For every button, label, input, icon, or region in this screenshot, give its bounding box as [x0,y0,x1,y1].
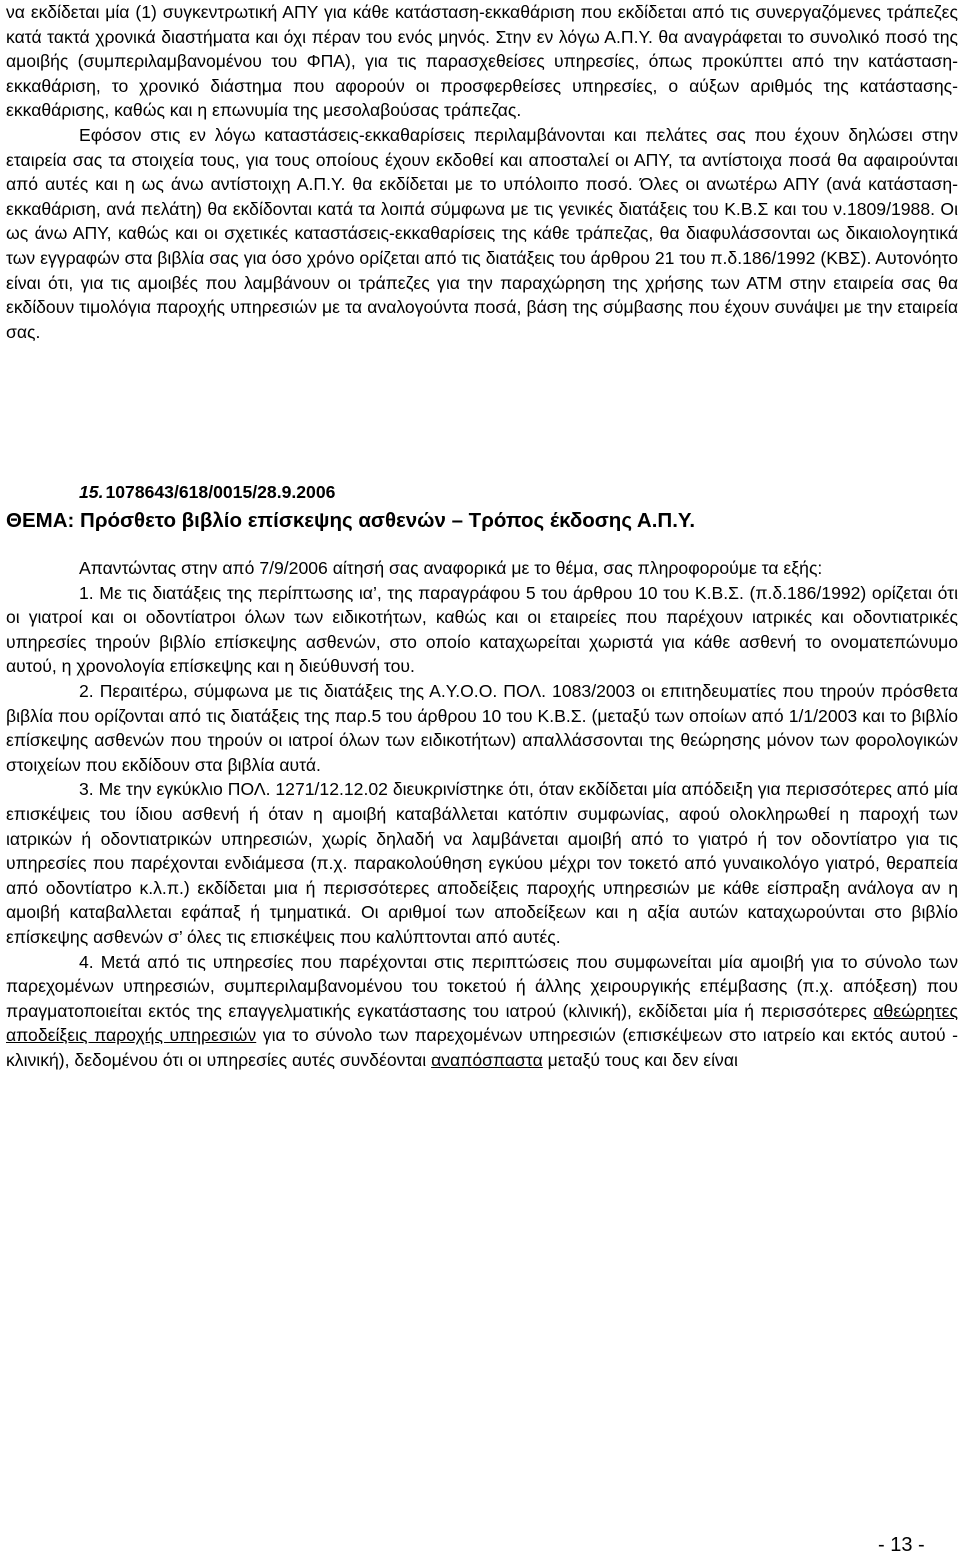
underlined-text: αναπόσπαστα [431,1049,543,1070]
ruling-protocol: 1078643/618/0015/28.9.2006 [105,482,336,502]
ruling-reference [79,480,335,504]
list-item-1: 1. Με τις διατάξεις της περίπτωσης ια’, της παραγράφου 5 του άρθρου 10 του Κ.Β.Σ. (π.δ.186/1992) ορίζεται ότι οι γιατροί και οι οδοντίατροι όλων των ειδικοτήτων, καθώς και οι εταιρείες που παρέχουν ιατρικές και οδοντιατρικές υπηρεσίες τηρούν βιβλίο επίσκεψης ασθενών, στο οποίο καταχωρείται χωριστά για κάθε ασθενή το ονοματεπώνυμο αυτού, η χρονολογία επίσκεψης και η διεύθυνσή του. [6,582,958,677]
list-item-4-text: 4. Μετά από τις υπηρεσίες που παρέχονται στις περιπτώσεις που συμφωνείται μία αμοιβή για το σύνολο των παρεχομένων υπηρεσιών, συμπεριλαμβανομένου του τοκετού ή άλλης χειρουργικής επέμβασης (π.χ. απόξεση) που πραγματοποιείται εκτός της επαγγελματικής εγκατάστασης του ιατρού (κλινική), εκδίδεται μία ή περισσότερες [6,951,958,1021]
intro-paragraph: Απαντώντας στην από 7/9/2006 αίτησή σας αναφορικά με το θέμα, σας πληροφορούμε τα εξής: [79,558,823,578]
top-section [6,0,958,344]
list-item-2: 2. Περαιτέρω, σύμφωνα με τις διατάξεις της Α.Υ.Ο.Ο. ΠΟΛ. 1083/2003 οι επιτηδευματίες που τηρούν πρόσθετα βιβλία που ορίζονται από τις διατάξεις της παρ.5 του άρθρου 10 του Κ.Β.Σ. (μεταξύ των οποίων από 1/1/2003 και το βιβλίο επίσκεψης ασθενών που τηρούν οι ιατροί όλων των ειδικοτήτων) απαλλάσσονται της θεώρησης μόνον των φορολογικών στοιχείων που εκδίδουν στα βιβλία αυτά. [6,680,958,775]
list-item-4-text: μεταξύ τους και δεν είναι [542,1049,738,1070]
page-number: - 13 - [878,1534,925,1556]
underlined-text: αθεώρητες αποδείξεις παροχής υπηρεσιών [6,1000,958,1046]
paragraph-atm-receipts: Εφόσον στις εν λόγω καταστάσεις-εκκαθαρίσεις περιλαμβάνονται και πελάτες σας που έχουν δηλώσει στην εταιρεία σας τα στοιχεία τους, για τους οποίους έχουν εκδοθεί και αποσταλεί οι ΑΠΥ, τα αντίστοιχα ποσά θα αφαιρούνται από αυτές και η ως άνω αντίστοιχη Α.Π.Υ. θα εκδίδεται με το υπόλοιπο ποσό. Όλες οι ανωτέρω ΑΠΥ (ανά κατάσταση-εκκαθάριση, ανά πελάτη) θα εκδίδονται κατά τα λοιπά σύμφωνα με τις γενικές διατάξεις του Κ.Β.Σ και του ν.1809/1988. Οι ως άνω ΑΠΥ, καθώς και οι σχετικές καταστάσεις-εκκαθαρίσεις της κάθε τράπεζας, θα διαφυλάσσονται ως δικαιολογητικά των εγγραφών στα βιβλία σας για όσο χρόνο ορίζεται από τις διατάξεις του άρθρου 21 του π.δ.186/1992 (ΚΒΣ). Αυτονόητο είναι ότι, για τις αμοιβές που λαμβάνουν οι τράπεζες για την παραχώρηση της χρήσης των ΑΤΜ στην εταιρεία σας θα εκδίδουν τιμολόγια παροχής υπηρεσιών με τα αναλογούντα ποσά, βάση της σύμβασης που έχουν συνάψει με την εταιρεία σας. [6,124,958,342]
list-item-3: 3. Με την εγκύκλιο ΠΟΛ. 1271/12.12.02 διευκρινίστηκε ότι, όταν εκδίδεται μία απόδειξη για περισσότερες από μία επισκέψεις του ίδιου ασθενή ή όταν η αμοιβή καταβάλλεται κατόπιν συμφωνίας, αφού ολοκληρωθεί η παροχή των ιατρικών ή οδοντιατρικών υπηρεσιών, χωρίς δηλαδή να λαμβάνεται αμοιβή από το γιατρό ή τον οδοντίατρο για τις υπηρεσίες που παρέχονται ενδιάμεσα (π.χ. παρακολούθηση εγκύου μέχρι τον τοκετό από γυναικολόγο γιατρό, θεραπεία από οδοντίατρο κ.λ.π.) εκδίδεται μια ή περισσότερες αποδείξεις παροχής υπηρεσιών με κάθε είσπραξη ανάλογα αν η αμοιβή καταβαλλεται εφάπαξ ή τμηματικά. Οι αριθμοί των αποδείξεων και η αξία αυτών καταχωρούνται στο βιβλίο επίσκεψης ασθενών σ’ όλες τις επισκέψεις που καλύπτονται από αυτές. [6,779,958,947]
ruling-number: 15. [79,482,104,502]
list-item-4-text: για το σύνολο των παρεχομένων υπηρεσιών (επισκέψεων στο ιατρείο και εκτός αυτού - κλινική), δεδομένου ότι οι υπηρεσίες αυτές συνδέονται [6,1025,959,1070]
ruling-subject: ΘΕΜΑ: Πρόσθετο βιβλίο επίσκεψης ασθενών – Τρόπος έκδοσης Α.Π.Υ. [6,509,696,532]
paragraph-text: κατάσταση-εκκαθάριση, το χρονικό διάστημα που αφορούν οι προσφερθείσες υπηρεσίες, ο αύξων αριθμός της κατάστασης-εκκαθάρισης, καθώς και η επωνυμία της μεσολαβούσας τράπεζας. [6,51,958,121]
ruling-body [6,556,958,1072]
paragraph-text: να εκδίδεται μία (1) συγκεντρωτική ΑΠΥ για κάθε κατάσταση-εκκαθάριση που εκδίδεται από τις συνεργαζόμενες τράπεζες κατά τακτά χρονικά διαστήματα και όχι πέραν του ενός μηνός. Στην εν λόγω Α.Π.Υ. θα αναγράφεται το συνολικό ποσό της αμοιβής (συμπεριλαμβανομένου του ΦΠΑ), για τις παρασχεθείσες υπηρεσίες, όπως προκύπτει από την [6,2,958,72]
list-item-4 [6,950,958,1073]
paragraph-continuation [6,0,958,123]
